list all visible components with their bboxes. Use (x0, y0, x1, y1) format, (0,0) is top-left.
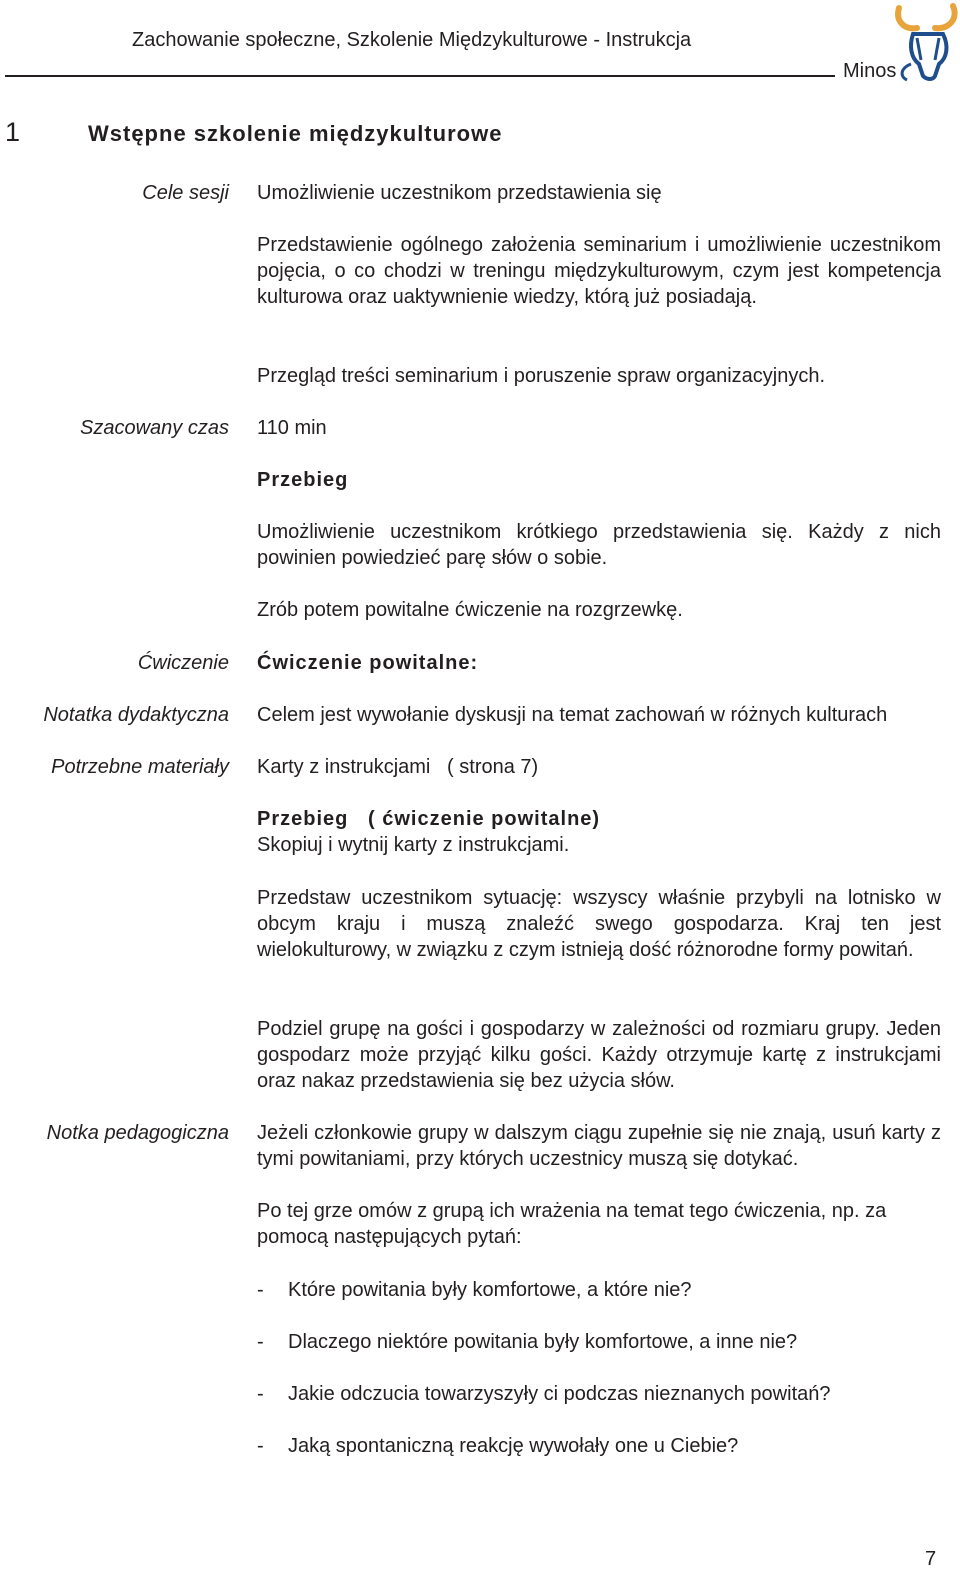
przebieg-2-heading: Przebieg (257, 808, 349, 830)
list-item (257, 1277, 692, 1303)
time-value: 110 min (257, 417, 327, 439)
list-item (257, 1433, 738, 1459)
running-header-title: Zachowanie społeczne, Szkolenie Międzykulturowe - Instrukcja (132, 29, 692, 51)
przebieg-heading: Przebieg (257, 469, 349, 491)
przebieg-2-subheading: ( ćwiczenie powitalne) (348, 808, 601, 830)
goal-3: Przegląd treści seminarium i poruszenie spraw organizacyjnych. (257, 365, 826, 387)
label-notka-pedagogiczna: Notka pedagogiczna (46, 1122, 229, 1144)
label-cwiczenie: Ćwiczenie (137, 652, 229, 674)
bullet-dash: - (257, 1435, 264, 1457)
label-potrzebne-materialy: Potrzebne materiały (51, 756, 229, 778)
header-rule (5, 75, 835, 77)
materials-value: Karty z instrukcjami ( strona 7) (257, 756, 539, 778)
list-item (257, 1329, 797, 1355)
list-item (257, 1381, 831, 1407)
label-notatka-dydaktyczna: Notatka dydaktyczna (43, 704, 229, 726)
discussion-intro: Po tej grze omów z grupą ich wrażenia na temat tego ćwiczenia, np. za pomocą następujących pytań: (257, 1200, 887, 1248)
bull-head-logo-icon (893, 2, 959, 82)
header-brand: Minos (843, 60, 897, 82)
question-text: Dlaczego niektóre powitania były komfortowe, a inne nie? (288, 1331, 798, 1353)
przebieg-paragraph-1: Umożliwienie uczestnikom krótkiego przedstawienia się. Każdy z nich powinien powiedzieć parę słów o sobie. (257, 521, 941, 569)
bullet-dash: - (257, 1383, 264, 1405)
label-cele-sesji: Cele sesji (142, 182, 229, 204)
situation-paragraph: Przedstaw uczestnikom sytuację: wszyscy właśnie przybyli na lotnisko w obcym kraju i muszą znaleźć swego gospodarza. Kraj ten jest wielokulturowy, w związku z czym istnieją dość różnorodne formy powitań. (257, 887, 941, 961)
label-szacowany-czas: Szacowany czas (80, 417, 229, 439)
goal-2: Przedstawienie ogólnego założenia seminarium i umożliwienie uczestnikom pojęcia, o co chodzi w treningu międzykulturowym, czym jest kompetencja kulturowa oraz uaktywnienie wiedzy, którą już posiadają. (257, 234, 941, 308)
didactic-note: Celem jest wywołanie dyskusji na temat zachowań w różnych kulturach (257, 704, 888, 726)
section-number: 1 (5, 117, 21, 147)
section-title: Wstępne szkolenie międzykulturowe (88, 121, 503, 146)
exercise-heading: Ćwiczenie powitalne: (257, 652, 479, 674)
page-number: 7 (925, 1548, 937, 1570)
divide-group-paragraph: Podziel grupę na gości i gospodarzy w zależności od rozmiaru grupy. Jeden gospodarz może przyjąć kilku gości. Każdy otrzymuje kartę z instrukcjami oraz nakaz przedstawienia się bez użycia słów. (257, 1018, 941, 1092)
przebieg-2-instruction: Skopiuj i wytnij karty z instrukcjami. (257, 834, 570, 856)
przebieg-2-heading-line (257, 806, 941, 832)
question-text: Jaką spontaniczną reakcję wywołały one u Ciebie? (288, 1435, 739, 1457)
pedagogic-note: Jeżeli członkowie grupy w dalszym ciągu zupełnie się nie znają, usuń karty z tymi powitaniami, przy których uczestnicy muszą się dotykać. (257, 1122, 941, 1170)
bullet-dash: - (257, 1331, 264, 1353)
question-text: Które powitania były komfortowe, a które nie? (288, 1279, 692, 1301)
goal-1: Umożliwienie uczestnikom przedstawienia się (257, 182, 662, 204)
bullet-dash: - (257, 1279, 264, 1301)
question-text: Jakie odczucia towarzyszyły ci podczas nieznanych powitań? (288, 1383, 831, 1405)
przebieg-paragraph-2: Zrób potem powitalne ćwiczenie na rozgrzewkę. (257, 599, 683, 621)
